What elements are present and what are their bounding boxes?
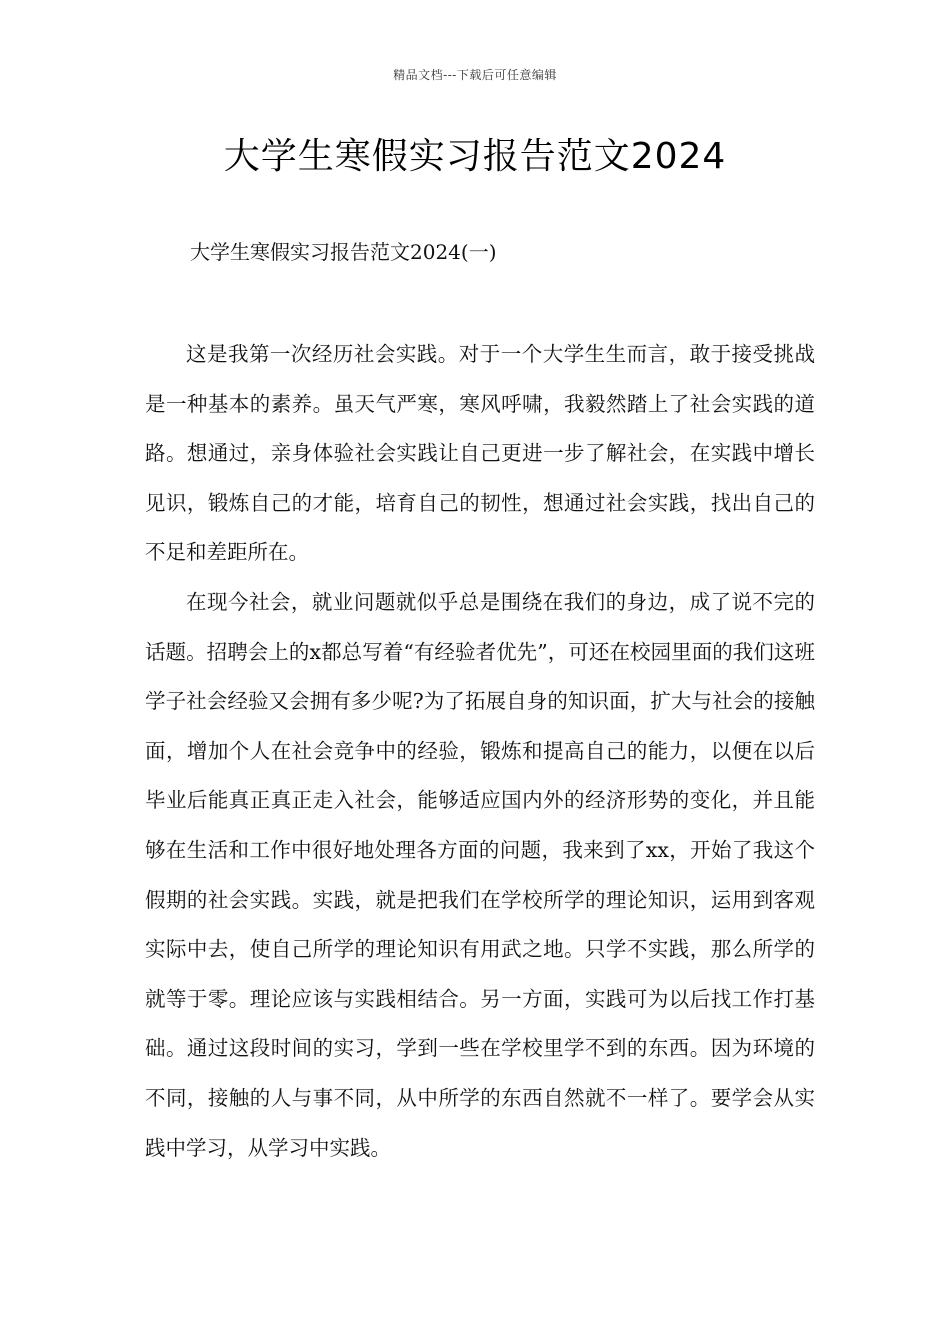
document-body xyxy=(145,330,815,1173)
paragraph-2: 在现今社会，就业问题就似乎总是围绕在我们的身边，成了说不完的话题。招聘会上的x都总写着“有经验者优先”，可还在校园里面的我们这班学子社会经验又会拥有多少呢?为了拓展自身的知识面，扩大与社会的接触面，增加个人在社会竞争中的经验，锻炼和提高自己的能力，以便在以后毕业后能真正真正走入社会，能够适应国内外的经济形势的变化，并且能够在生活和工作中很好地处理各方面的问题，我来到了xx，开始了我这个假期的社会实践。实践，就是把我们在学校所学的理论知识，运用到客观实际中去，使自己所学的理论知识有用武之地。只学不实践，那么所学的就等于零。理论应该与实践相结合。另一方面，实践可为以后找工作打基础。通过这段时间的实习，学到一些在学校里学不到的东西。因为环境的不同，接触的人与事不同，从中所学的东西自然就不一样了。要学会从实践中学习，从学习中实践。 xyxy=(145,589,815,1160)
document-title: 大学生寒假实习报告范文2024 xyxy=(223,136,727,177)
section-heading: 大学生寒假实习报告范文2024(一) xyxy=(190,240,497,264)
header-note: 精品文档---下载后可任意编辑 xyxy=(393,68,557,82)
paragraph-1: 这是我第一次经历社会实践。对于一个大学生生而言，敢于接受挑战是一种基本的素养。虽天气严寒，寒风呼啸，我毅然踏上了社会实践的道路。想通过，亲身体验社会实践让自己更进一步了解社会，在实践中增长见识，锻炼自己的才能，培育自己的韧性，想通过社会实践，找出自己的不足和差距所在。 xyxy=(145,342,815,565)
